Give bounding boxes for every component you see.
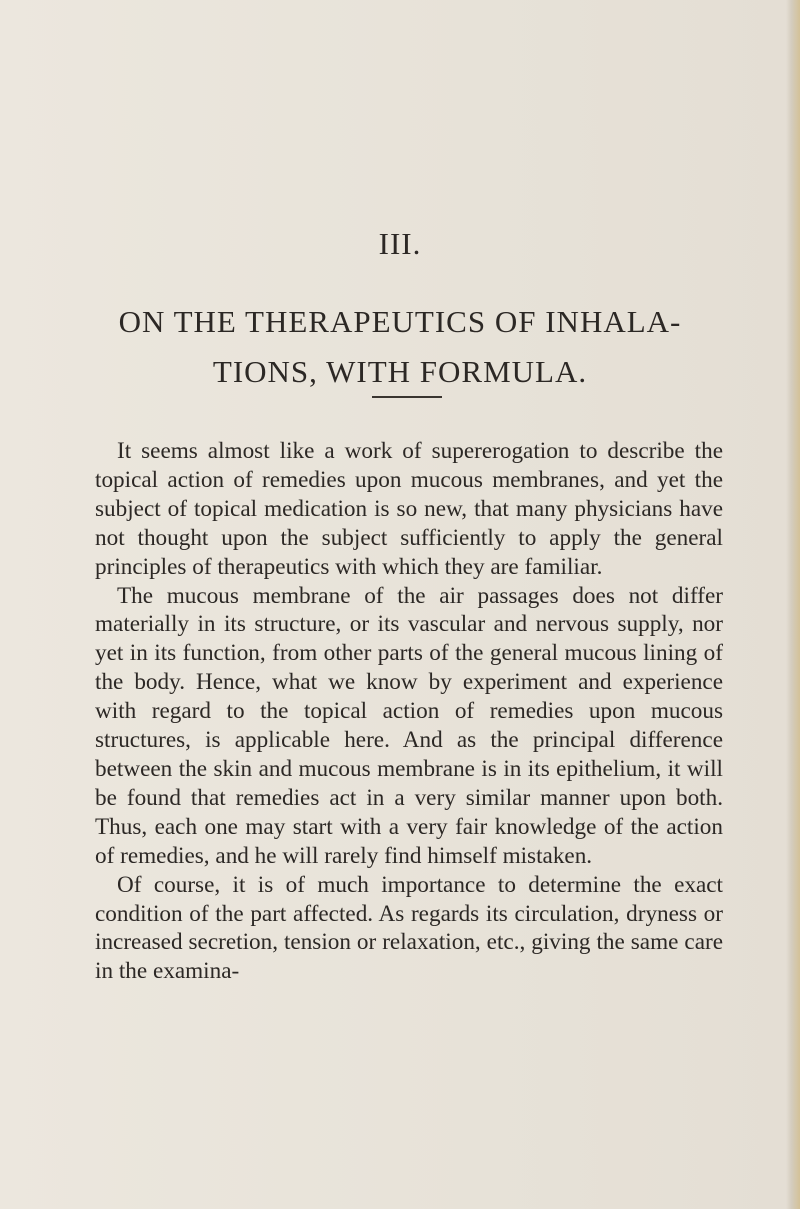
- paragraph: Of course, it is of much importance to determine the exact condition of the part affected. As regards its circulation, dryness or increased secretion, tension or relaxation, etc., giving the same care in the examina-: [95, 871, 723, 985]
- body-text: [95, 437, 723, 986]
- chapter-title-line: TIONS, WITH FORMULA.: [212, 354, 588, 389]
- chapter-number: III.: [378, 226, 422, 261]
- page-edge: [786, 0, 800, 1209]
- chapter-title-line: ON THE THERAPEUTICS OF INHALA-: [118, 304, 682, 339]
- paragraph: It seems almost like a work of supererogation to describe the topical action of remedies upon mucous membranes, and yet the subject of topical medication is so new, that many physicians have not thought upon the subject sufficiently to apply the general principles of therapeutics with which they are familiar.: [95, 438, 723, 580]
- paragraph: The mucous membrane of the air passages does not differ materially in its structure, or its vascular and nervous supply, nor yet in its function, from other parts of the general mucous lining of the body. Hence, what we know by experiment and experience with regard to the topical action of remedies upon mucous structures, is applicable here. And as the principal difference between the skin and mucous membrane is in its epithelium, it will be found that remedies act in a very similar manner upon both. Thus, each one may start with a very fair knowledge of the action of remedies, and he will rarely find himself mistaken.: [95, 582, 723, 869]
- title-divider: [372, 396, 442, 398]
- chapter-title: [0, 297, 800, 397]
